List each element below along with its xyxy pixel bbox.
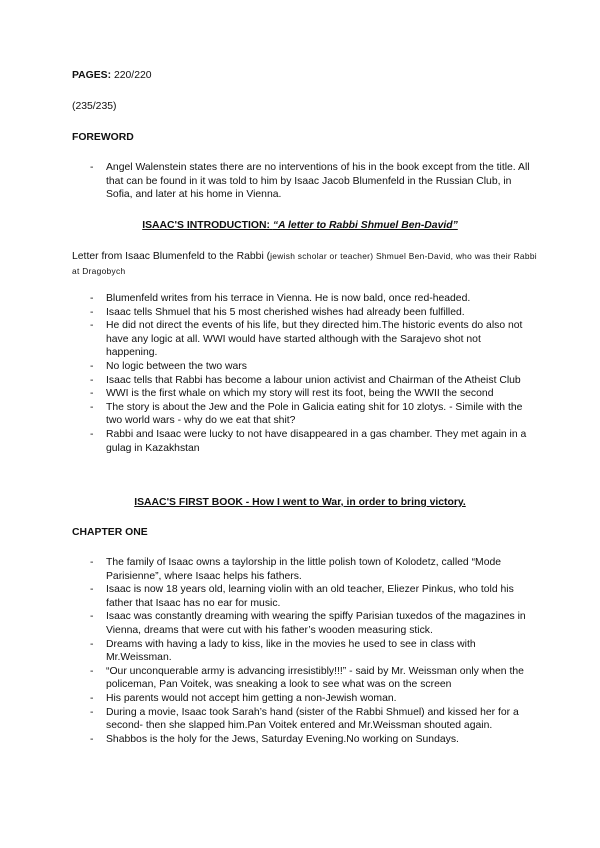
- list-item: - His parents would not accept him getting a non-Jewish woman.: [90, 692, 530, 706]
- list-item: - No logic between the two wars: [90, 360, 530, 374]
- introduction-paragraph-main: Letter from Isaac Blumenfeld to the Rabbi (: [72, 251, 271, 262]
- list-item: - Isaac is now 18 years old, learning violin with an old teacher, Eliezer Pinkus, who told his father that Isaac has no ear for music.: [90, 583, 530, 610]
- pages-value: 220/220: [113, 70, 152, 81]
- foreword-list: [90, 161, 530, 202]
- first-book-heading: ISAAC'S FIRST BOOK - How I went to War, in order to bring victory.: [134, 497, 466, 508]
- introduction-heading-prefix: ISAAC'S INTRODUCTION:: [142, 220, 270, 231]
- list-item: - WWI is the first whale on which my story will rest its foot, being the WWII the second: [90, 387, 530, 401]
- list-item: - Isaac tells that Rabbi has become a labour union activist and Chairman of the Atheist Club: [90, 374, 530, 388]
- introduction-list: [90, 292, 530, 455]
- list-item: - The family of Isaac owns a taylorship in the little polish town of Kolodetz, called “Mode Parisienne”, where Isaac helps his fathers.: [90, 556, 530, 583]
- chapter-one-list: [90, 556, 530, 746]
- list-item: - Shabbos is the holy for the Jews, Saturday Evening.No working on Sundays.: [90, 733, 530, 747]
- list-item: - Isaac tells Shmuel that his 5 most cherished wishes had already been fulfilled.: [90, 306, 530, 320]
- list-item: - The story is about the Jew and the Pole in Galicia eating shit for 10 zlotys. - Simile with the two world wars - why do we eat that shit?: [90, 401, 530, 428]
- pages-count-line: [72, 70, 152, 81]
- introduction-heading-title: “A letter to Rabbi Shmuel Ben-David”: [272, 220, 458, 231]
- pages-label: PAGES:: [72, 70, 112, 81]
- introduction-heading: [0, 220, 600, 231]
- introduction-paragraph-note: jewish scholar or teacher) Shmuel Ben-David, who was their Rabbi at Dragobych: [72, 251, 537, 276]
- sub-count: (235/235): [72, 101, 117, 112]
- list-item: - Rabbi and Isaac were lucky to not have disappeared in a gas chamber. They met again in a gulag in Kazakhstan: [90, 428, 530, 455]
- list-item: - “Our unconquerable army is advancing irresistibly!!!” - said by Mr. Weissman only when the policeman, Pan Voitek, was sneaking a look to see what was on the screen: [90, 665, 530, 692]
- list-item: - Isaac was constantly dreaming with wearing the spiffy Parisian tuxedos of the magazines in Vienna, dreams that were cut with his father’s wooden measuring stick.: [90, 610, 530, 637]
- list-item: - He did not direct the events of his life, but they directed him.The historic events do also not have any logic at all. WWI would have started although with the Sarajevo shot not happening.: [90, 319, 530, 360]
- list-item: - Blumenfeld writes from his terrace in Vienna. He is now bald, once red-headed.: [90, 292, 530, 306]
- list-item: - Angel Walenstein states there are no interventions of his in the book except from the title. All that can be found in it was told to him by Isaac Jacob Blumenfeld in the Russian Club, in Sofia, and later at his home in Vienna.: [90, 161, 530, 202]
- list-item: - During a movie, Isaac took Sarah’s hand (sister of the Rabbi Shmuel) and kissed her for a second- then she slapped him.Pan Voitek entered and Mr.Weissman shouted again.: [90, 706, 530, 733]
- chapter-one-heading: CHAPTER ONE: [72, 527, 148, 538]
- introduction-paragraph: [72, 249, 542, 279]
- list-item: - Dreams with having a lady to kiss, like in the movies he used to see in class with Mr.Weissman.: [90, 638, 530, 665]
- foreword-heading: FOREWORD: [72, 132, 134, 143]
